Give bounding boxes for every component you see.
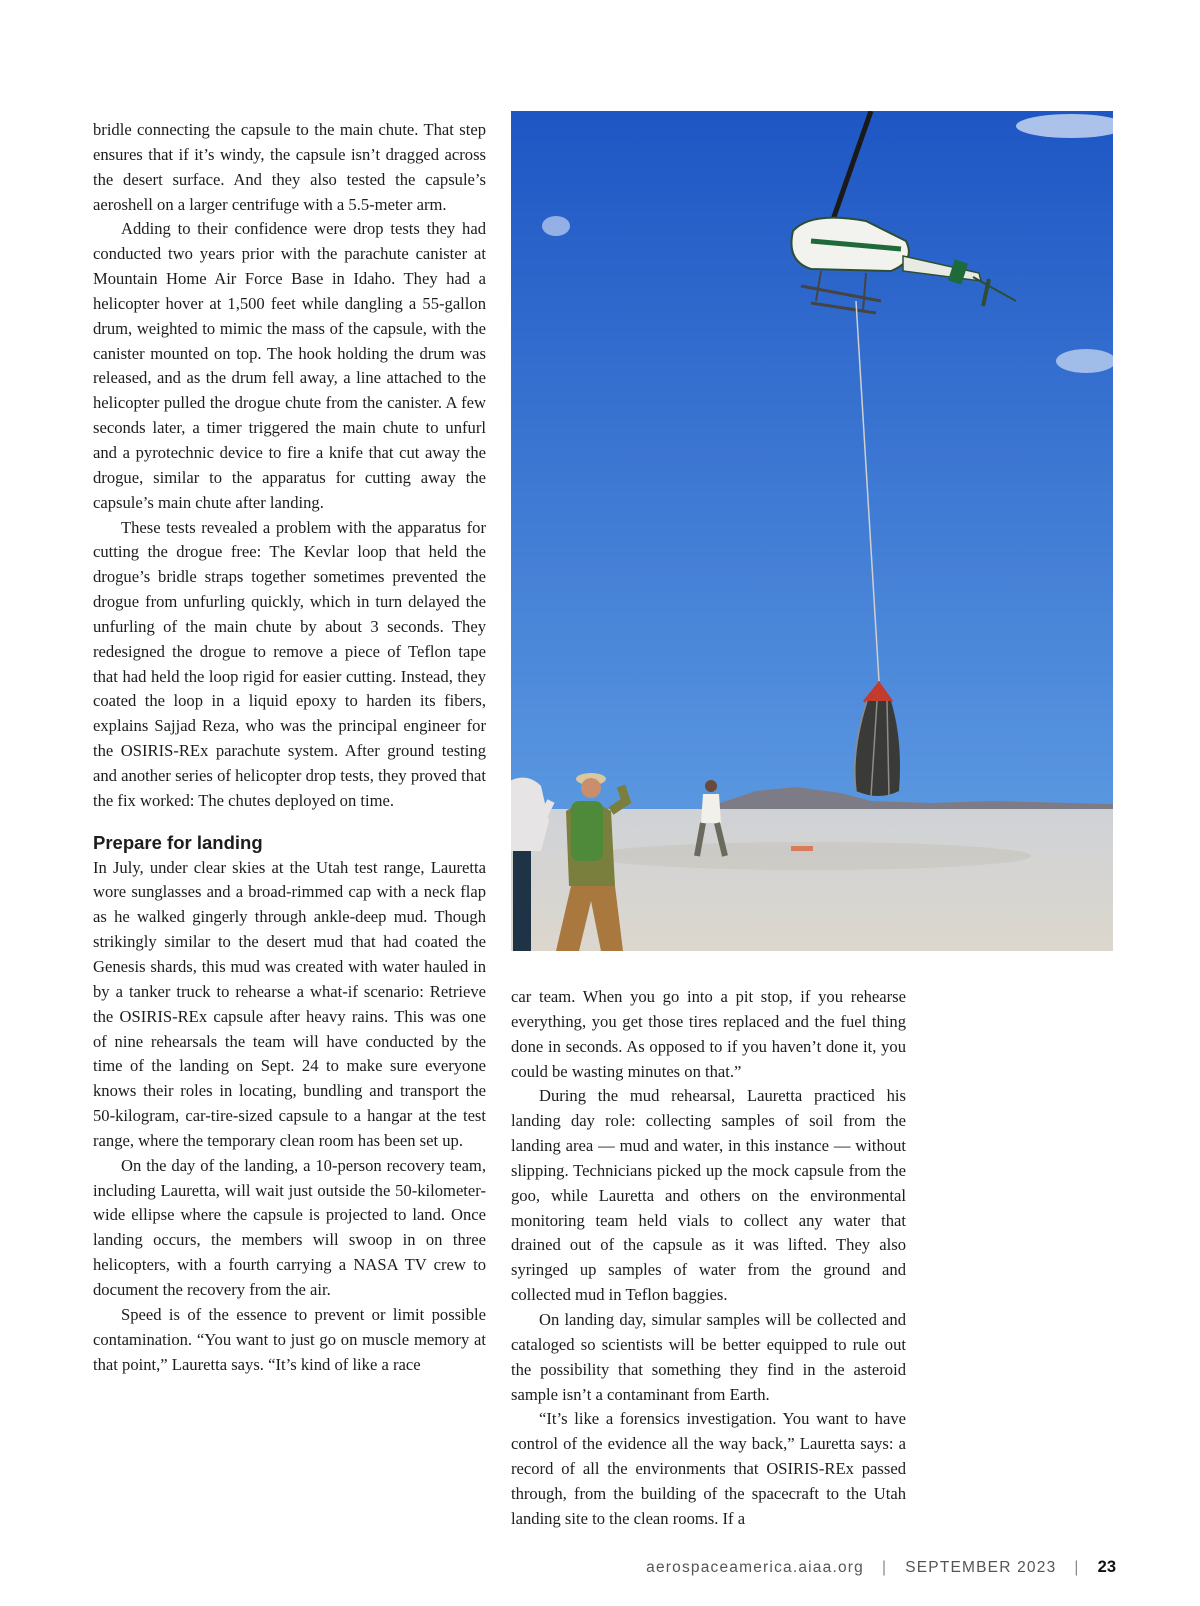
- paragraph: Adding to their confidence were drop tests they had conducted two years prior with the parachute canister at Mountain Home Air Force Base in Idaho. They had a helicopter hover at 1,500 feet while dangling a 55-gallon drum, weighted to mimic the mass of the capsule, with the canister mounted on top. The hook holding the drum was released, and as the drum fell away, a line attached to the helicopter pulled the drogue chute from the canister. A few seconds later, a timer triggered the main chute to unfurl and a pyrotechnic device to fire a knife that cut away the drogue, similar to the apparatus for cutting away the capsule’s main chute after landing.: [93, 219, 486, 512]
- sky: [511, 111, 1113, 811]
- section-subhead: Prepare for landing: [93, 831, 263, 853]
- paragraph: Speed is of the essence to prevent or limit possible contamination. “You want to just go on muscle memory at that point,” Lauretta says. “It’s kind of like a race: [93, 1304, 486, 1374]
- page-number: 23: [1097, 1558, 1116, 1576]
- footer-separator: |: [881, 1559, 888, 1576]
- page-footer: [600, 1558, 1116, 1577]
- footer-issue: SEPTEMBER 2023: [905, 1559, 1057, 1576]
- paragraph: On the day of the landing, a 10-person recovery team, including Lauretta, will wait just outside the 50-kilometer-wide ellipse where the capsule is projected to land. Once landing occurs, the members will swoop in on three helicopters, with a fourth carrying a NASA TV crew to document the recovery from the air.: [93, 1155, 486, 1299]
- right-column: [511, 985, 906, 1532]
- paragraph: In July, under clear skies at the Utah test range, Lauretta wore sunglasses and a broad-rimmed cap with a neck flap as he walked gingerly through ankle-deep mud. Though strikingly similar to the desert mud that had coated the Genesis shards, this mud was created with water hauled in by a tanker truck to rehearse a what-if scenario: Retrieve the OSIRIS-REx capsule after heavy rains. This was one of nine rehearsals the team will have conducted by the time of the landing on Sept. 24 to make sure everyone knows their roles in locating, bundling and transport the 50-kilogram, car-tire-sized capsule to a hangar at the test range, where the temporary clean room has been set up.: [93, 857, 486, 1150]
- paragraph: On landing day, simular samples will be collected and cataloged so scientists will be better equipped to rule out the possibility that something they find in the asteroid sample isn’t a contaminant from Earth.: [511, 1309, 906, 1404]
- paragraph: During the mud rehearsal, Lauretta practiced his landing day role: collecting samples of soil from the landing area — mud and water, in this instance — without slipping. Technicians picked up the mock capsule from the goo, while Lauretta and others on the environmental monitoring team held vials to collect any water that drained out of the capsule as it was lifted. They also syringed up samples of water from the ground and collected mud in Teflon baggies.: [511, 1086, 906, 1305]
- paragraph: car team. When you go into a pit stop, if you rehearse everything, you get those tires replaced and the fuel thing done in seconds. As opposed to if you haven’t done it, you could be wasting minutes on that.”: [511, 987, 906, 1081]
- footer-website: aerospaceamerica.aiaa.org: [646, 1559, 864, 1576]
- paragraph: These tests revealed a problem with the apparatus for cutting the drogue free: The Kevlar loop that held the drogue’s bridle straps together sometimes prevented the drogue from unfurling quickly, which in turn delayed the unfurling of the main chute by about 3 seconds. They redesigned the drogue to remove a piece of Teflon tape that had held the loop rigid for easier cutting. Instead, they coated the loop in a liquid epoxy to harden its fibers, explains Sajjad Reza, who was the principal engineer for the OSIRIS-REx parachute system. After ground testing and another series of helicopter drop tests, they proved that the fix worked: The chutes deployed on time.: [93, 517, 486, 810]
- helicopter-drop-test-photo: [511, 111, 1113, 951]
- paragraph: “It’s like a forensics investigation. You want to have control of the evidence all the way back,” Lauretta says: a record of all the environments that OSIRIS-REx passed through, from the building of the spacecraft to the Utah landing site to the clean rooms. If a: [511, 1409, 906, 1528]
- left-column: [93, 118, 486, 1377]
- footer-separator: |: [1074, 1559, 1080, 1576]
- paragraph: bridle connecting the capsule to the main chute. That step ensures that if it’s windy, the capsule isn’t dragged across the desert surface. And they also tested the capsule’s aeroshell on a larger centrifuge with a 5.5-meter arm.: [93, 120, 486, 214]
- cloud: [542, 216, 570, 236]
